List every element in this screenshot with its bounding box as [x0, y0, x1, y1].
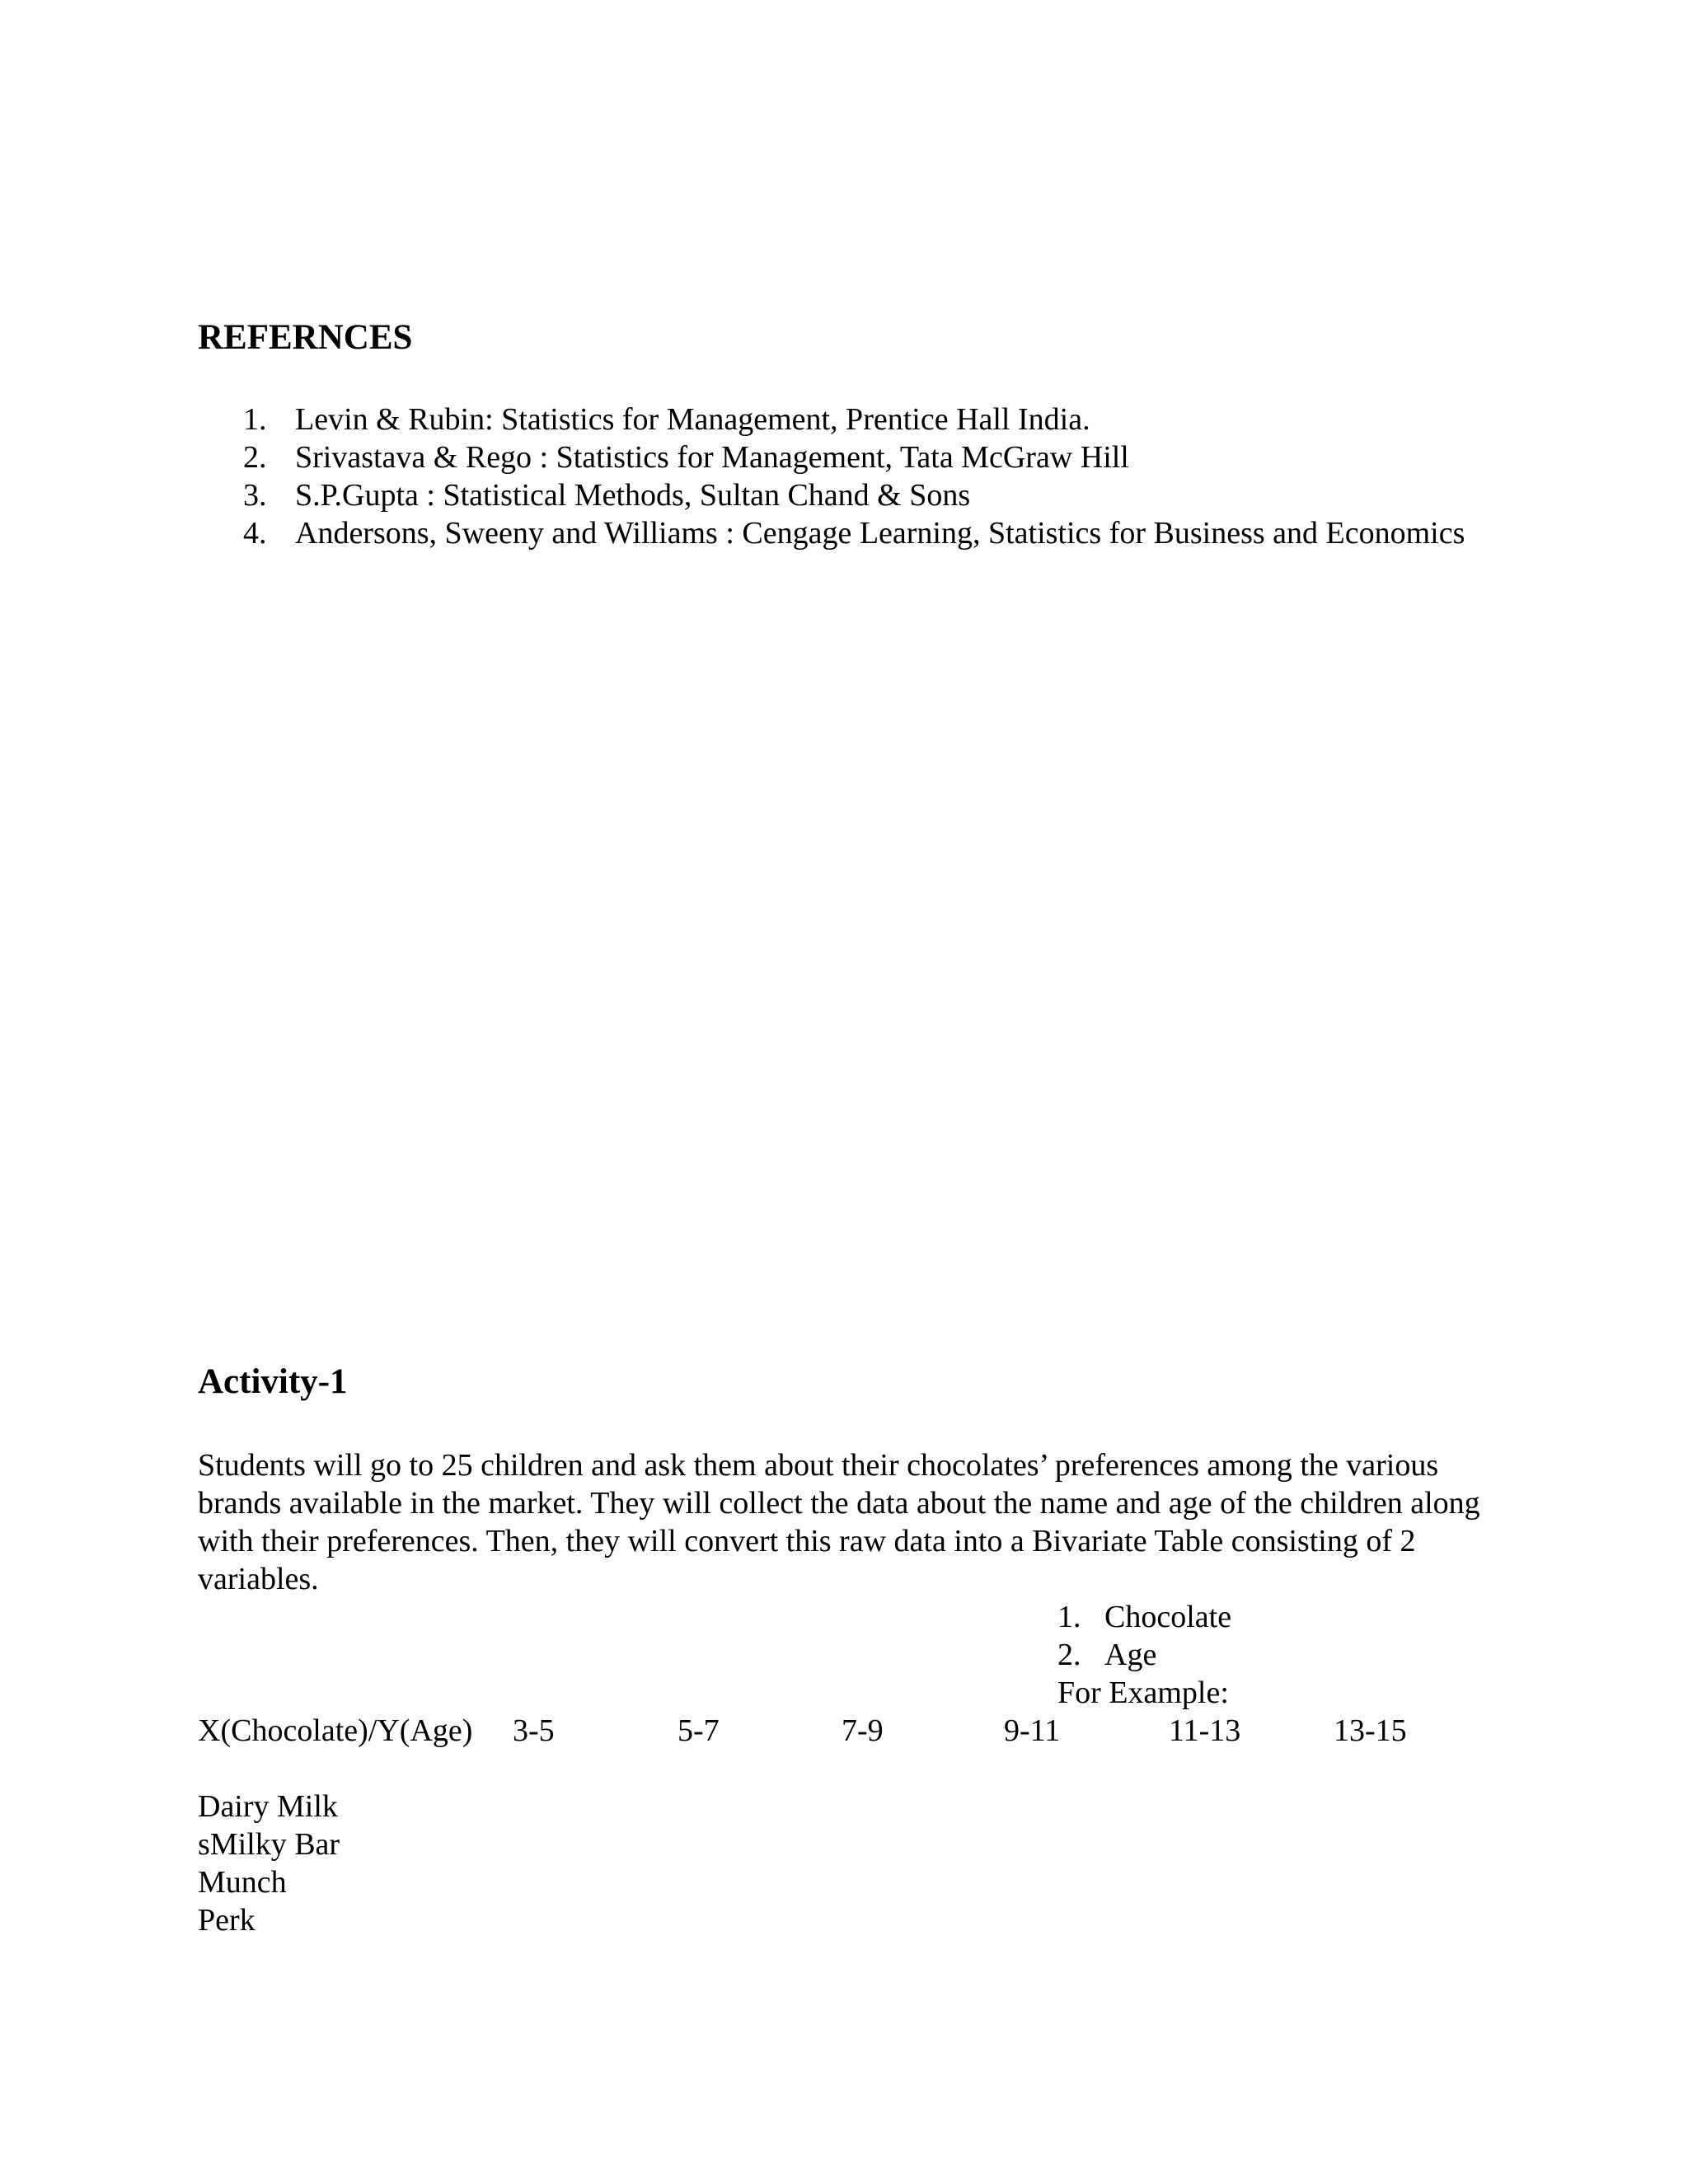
references-list [198, 401, 1484, 552]
table-corner-cell: X(Chocolate)/Y(Age) [198, 1713, 473, 1748]
age-group-header: 9-11 [1004, 1713, 1061, 1748]
variable-item [1057, 1598, 1231, 1636]
activity-heading: Activity-1 [198, 1362, 348, 1401]
reference-text: Levin & Rubin: Statistics for Management, Prentice Hall India. [295, 402, 1090, 437]
age-group-header: 13-15 [1334, 1713, 1407, 1748]
table-row-label: Dairy Milk [198, 1789, 338, 1824]
variables-list [1057, 1598, 1231, 1674]
variable-text: Age [1104, 1638, 1157, 1672]
example-label: For Example: [1057, 1675, 1229, 1710]
bivariate-table-rows [198, 1788, 340, 1939]
reference-text: Andersons, Sweeny and Williams : Cengage Learning, Statistics for Business and Economics [295, 516, 1465, 551]
age-group-header: 7-9 [842, 1713, 884, 1748]
variable-number: 2. [1057, 1638, 1081, 1672]
reference-text: S.P.Gupta : Statistical Methods, Sultan Chand & Sons [295, 478, 971, 513]
reference-item [198, 401, 1484, 438]
reference-number: 2. [243, 440, 267, 475]
table-row-label: sMilky Bar [198, 1827, 340, 1862]
variable-number: 1. [1057, 1600, 1081, 1634]
age-group-header: 11-13 [1169, 1713, 1241, 1748]
age-group-header: 3-5 [513, 1713, 555, 1748]
activity-description: Students will go to 25 children and ask them about their chocolates’ preferences among the various brands available in the market. They will collect the data about the name and age of the children along with their preferences. Then, they will convert this raw data into a Bivariate Table consisting of 2 variables. [198, 1448, 1480, 1596]
reference-text: Srivastava & Rego : Statistics for Management, Tata McGraw Hill [295, 440, 1129, 475]
reference-item [198, 514, 1484, 552]
reference-number: 1. [243, 402, 267, 437]
reference-item [198, 476, 1484, 514]
variable-item [1057, 1636, 1231, 1674]
reference-number: 3. [243, 478, 267, 513]
table-row-label: Perk [198, 1903, 256, 1938]
references-heading: REFERNCES [198, 318, 413, 357]
table-row-label: Munch [198, 1865, 287, 1900]
reference-item [198, 438, 1484, 476]
age-group-header: 5-7 [678, 1713, 720, 1748]
reference-number: 4. [243, 516, 267, 551]
variable-text: Chocolate [1104, 1600, 1232, 1634]
